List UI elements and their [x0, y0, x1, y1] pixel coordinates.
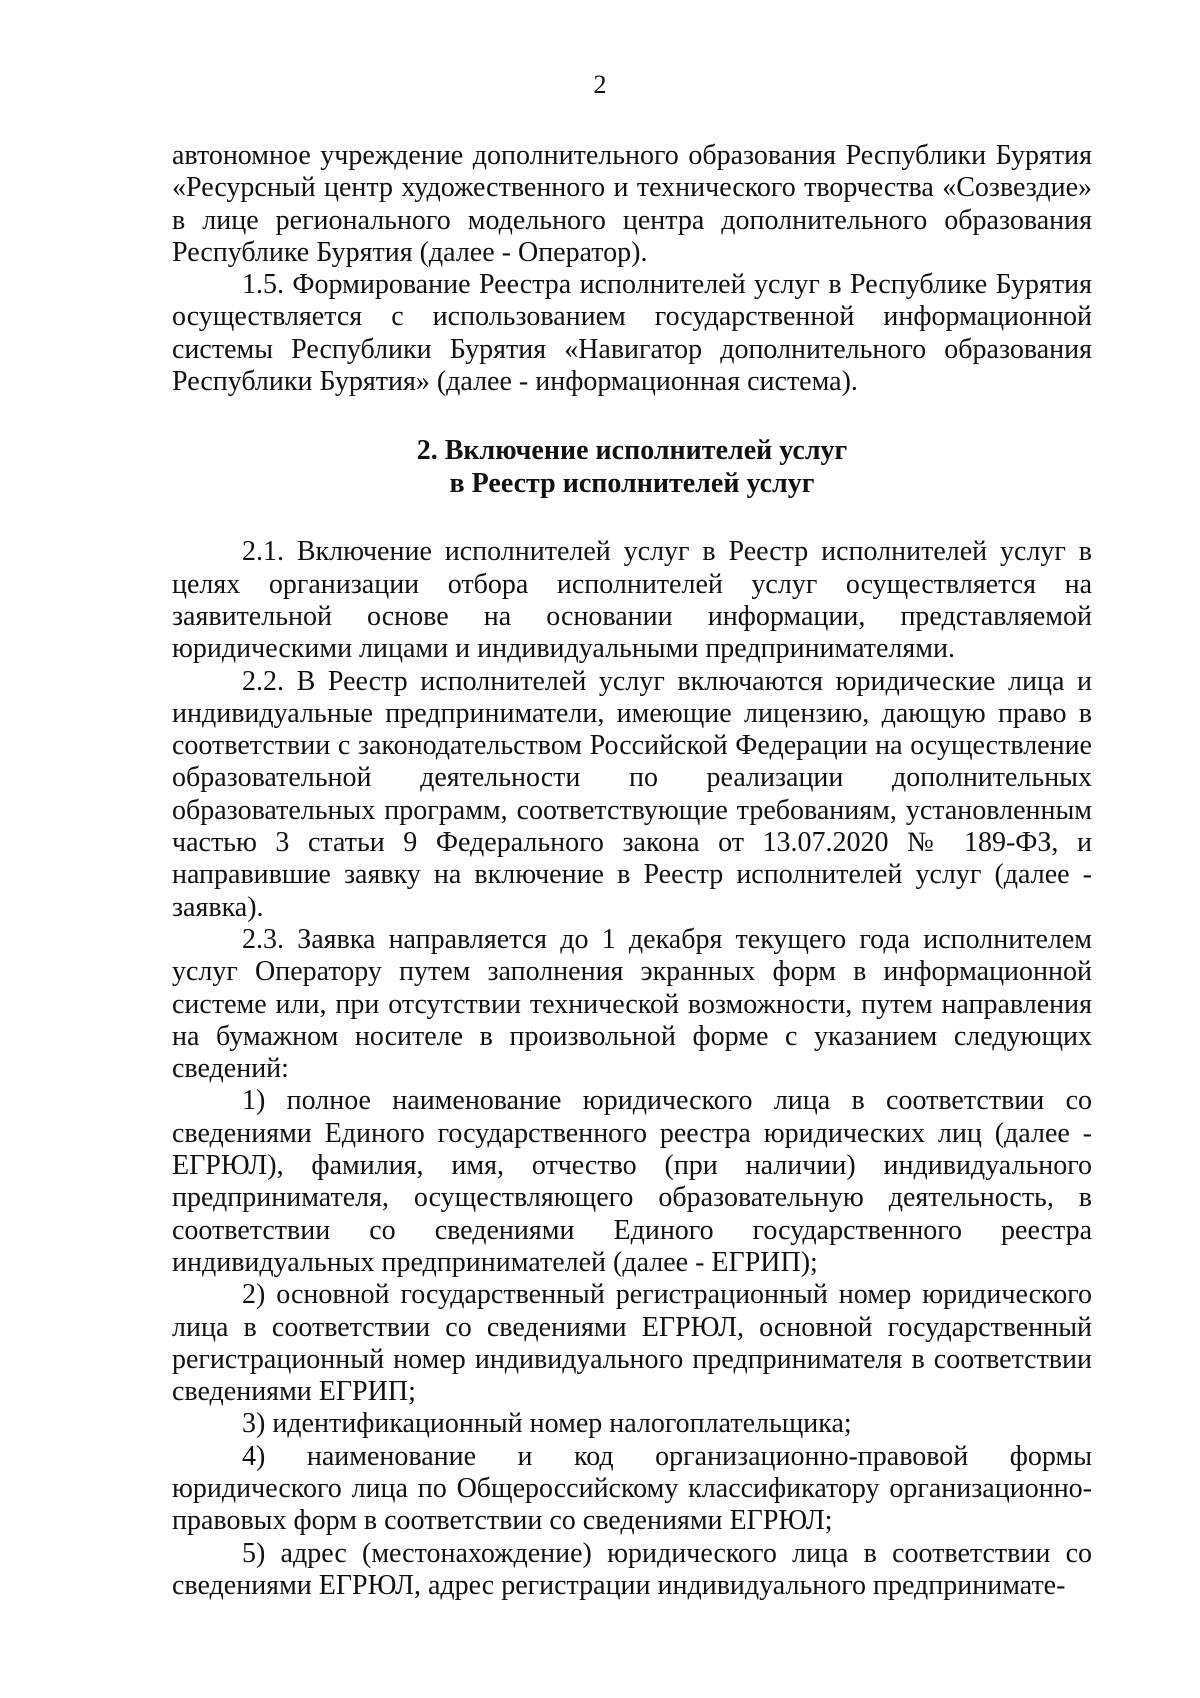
paragraph-operator-continuation: автономное учреждение дополнительного образования Республики Бурятия «Ресурсный центр художественного и технического творчества «Созвездие» в лице регионального модельного центра дополнительного образования Республике Бурятия (далее - Оператор). [172, 140, 1092, 268]
page-number: 2 [593, 70, 607, 99]
paragraph-1-5: 1.5. Формирование Реестра исполнителей услуг в Республике Бурятия осуществляется с использованием государственной информационной системы Республики Бурятия «Навигатор дополнительного образования Республики Бурятия» (далее - информационная система). [172, 269, 1092, 398]
list-item-4: 4) наименование и код организационно-правовой формы юридического лица по Общероссийскому классификатору организационно-правовых форм в соответствии со сведениями ЕГРЮЛ; [172, 1440, 1092, 1537]
paragraph-2-1: 2.1. Включение исполнителей услуг в Реестр исполнителей услуг в целях организации отбора исполнителей услуг осуществляется на заявительной основе на основании информации, представляемой юридическими лицами и индивидуальными предпринимателями. [172, 536, 1092, 665]
paragraph-2-3: 2.3. Заявка направляется до 1 декабря текущего года исполнителем услуг Оператору путем заполнения экранных форм в информационной системе или, при отсутствии технической возможности, путем направления на бумажном носителе в произвольной форме с указанием следующих сведений: [172, 923, 1092, 1085]
list-item-5: 5) адрес (местонахождение) юридического лица в соответствии со сведениями ЕГРЮЛ, адрес регистрации индивидуального предпринимате- [172, 1537, 1092, 1601]
section-heading-line-2: в Реестр исполнителей услуг [449, 468, 815, 500]
section-heading [172, 434, 1092, 500]
section-heading-line-1: 2. Включение исполнителей услуг [416, 435, 848, 467]
paragraph-2-2: 2.2. В Реестр исполнителей услуг включаются юридические лица и индивидуальные предприниматели, имеющие лицензию, дающую право в соответствии с законодательством Российской Федерации на осуществление образовательной деятельности по реализации дополнительных образовательных программ, соответствующие требованиям, установленным частью 3 статьи 9 Федерального закона от 13.07.2020 № 189-ФЗ, и направившие заявку на включение в Реестр исполнителей услуг (далее - заявка). [172, 665, 1092, 923]
list-item-1: 1) полное наименование юридического лица в соответствии со сведениями Единого государственного реестра юридических лиц (далее - ЕГРЮЛ), фамилия, имя, отчество (при наличии) индивидуального предпринимателя, осуществляющего образовательную деятельность, в соответствии со сведениями Единого государственного реестра индивидуальных предпринимателей (далее - ЕГРИП); [172, 1085, 1092, 1278]
list-item-3: 3) идентификационный номер налогоплательщика; [242, 1408, 852, 1440]
list-item-2: 2) основной государственный регистрационный номер юридического лица в соответствии со сведениями ЕГРЮЛ, основной государственный регистрационный номер индивидуального предпринимателя в соответствии сведениями ЕГРИП; [172, 1279, 1092, 1408]
document-body [172, 140, 1092, 1602]
